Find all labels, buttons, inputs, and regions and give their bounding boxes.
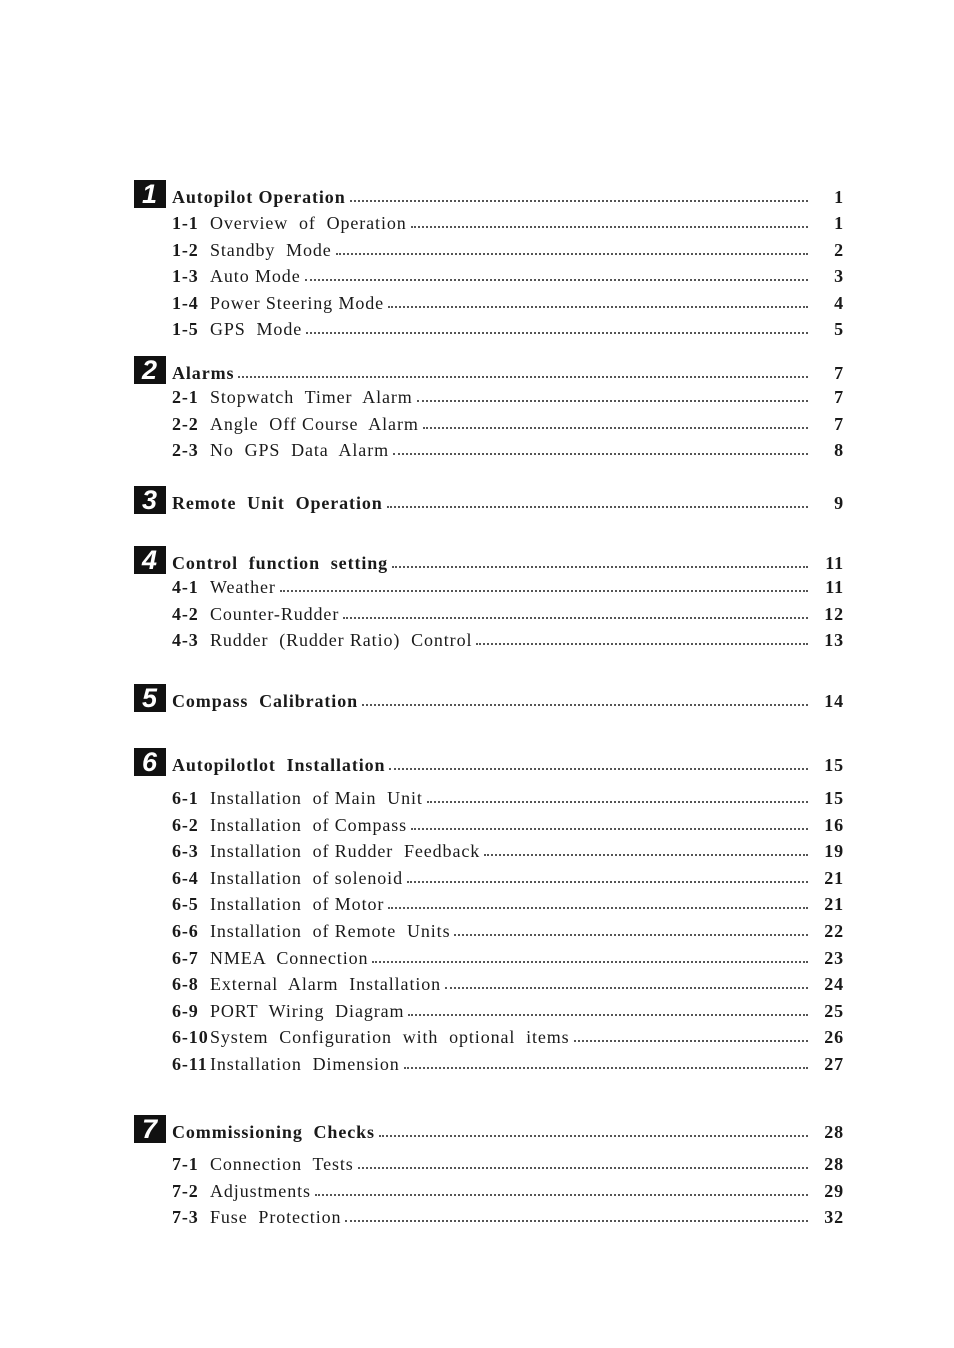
toc-entry[interactable] <box>134 996 844 1022</box>
page-number: 11 <box>825 577 844 597</box>
entry-label: Adjustments <box>210 1180 311 1201</box>
entry-number: 1-2 <box>172 239 199 260</box>
dot-leader <box>238 376 808 378</box>
dot-leader <box>315 1194 808 1196</box>
section-number-badge: 4 <box>134 546 166 574</box>
dot-leader <box>305 279 808 281</box>
entry-label: Auto Mode <box>210 266 301 286</box>
entry-number: 6-2 <box>172 814 199 835</box>
toc-entry[interactable] <box>134 1176 844 1202</box>
dot-leader <box>372 961 808 963</box>
dot-leader <box>336 253 808 255</box>
toc-section-1[interactable] <box>134 178 844 208</box>
toc-entry[interactable] <box>134 1049 844 1075</box>
dot-leader <box>417 400 808 402</box>
entry-label: Power Steering Mode <box>210 292 385 313</box>
toc-entry[interactable] <box>134 409 844 435</box>
entry-label: Installation of Motor <box>210 894 385 915</box>
entry-number: 6-4 <box>172 867 199 888</box>
section-title: Autopilot Operation <box>172 187 346 207</box>
toc-entry[interactable] <box>134 599 844 625</box>
dot-leader <box>379 1135 808 1137</box>
toc-section-6[interactable] <box>134 746 844 776</box>
entry-label: System Configuration with optional items <box>210 1027 570 1048</box>
entry-number: 6-3 <box>172 841 199 862</box>
entry-label: No GPS Data Alarm <box>210 440 389 460</box>
entry-label: Installation of Rudder Feedback <box>210 841 481 862</box>
dot-leader <box>387 506 808 508</box>
entry-label: Installation Dimension <box>210 1054 400 1074</box>
page-number: 9 <box>834 493 844 513</box>
section-title: Compass Calibration <box>172 691 359 711</box>
page-number: 7 <box>834 413 844 434</box>
toc-entry[interactable] <box>134 1149 844 1175</box>
section-title: Commissioning Checks <box>172 1122 375 1142</box>
toc-entry[interactable] <box>134 836 844 862</box>
toc-entry[interactable] <box>134 969 844 995</box>
toc-section-7[interactable] <box>134 1113 844 1143</box>
page-number: 26 <box>824 1027 844 1048</box>
page-number: 1 <box>834 187 844 207</box>
page-number: 14 <box>824 691 844 711</box>
entry-label: Angle Off Course Alarm <box>210 413 419 434</box>
entry-label: Installation of Compass <box>210 814 408 835</box>
entry-number: 6-5 <box>172 894 199 915</box>
entry-label: Weather <box>210 577 276 597</box>
page-number: 2 <box>834 239 844 260</box>
page-number: 12 <box>824 603 844 624</box>
section-title: Control function setting <box>172 553 389 573</box>
entry-number: 1-3 <box>172 266 199 286</box>
entry-label: Stopwatch Timer Alarm <box>210 387 413 407</box>
entry-label: Rudder (Rudder Ratio) Control <box>210 630 473 650</box>
page-number: 28 <box>824 1154 844 1174</box>
dot-leader <box>388 306 808 308</box>
entry-label: Installation of solenoid <box>210 867 403 888</box>
toc-entry[interactable] <box>134 863 844 889</box>
section-number-badge: 3 <box>134 486 166 514</box>
toc-entry[interactable] <box>134 208 844 234</box>
page-number: 32 <box>824 1207 844 1227</box>
dot-leader <box>345 1220 808 1222</box>
page-number: 7 <box>834 387 844 407</box>
page-number: 22 <box>824 921 844 941</box>
entry-number: 1-5 <box>172 319 199 339</box>
entry-label: External Alarm Installation <box>210 974 442 995</box>
entry-label: Counter-Rudder <box>210 603 340 624</box>
section-number-badge: 2 <box>134 356 166 384</box>
dot-leader <box>358 1167 808 1169</box>
entry-number: 7-1 <box>172 1154 199 1174</box>
section-number-badge: 7 <box>134 1115 166 1143</box>
toc-entry[interactable] <box>134 810 844 836</box>
page-number: 7 <box>834 363 844 383</box>
toc-section-3[interactable] <box>134 484 844 514</box>
page-number: 29 <box>824 1180 844 1201</box>
page-number: 21 <box>824 894 844 915</box>
toc-entry[interactable] <box>134 382 844 408</box>
entry-label: Connection Tests <box>210 1154 354 1174</box>
entry-number: 1-1 <box>172 213 199 233</box>
page-number: 15 <box>824 788 844 808</box>
entry-number: 4-1 <box>172 577 199 597</box>
dot-leader <box>454 934 808 936</box>
entry-number: 4-2 <box>172 603 199 624</box>
dot-leader <box>423 427 808 429</box>
dot-leader <box>476 643 808 645</box>
entry-number: 7-2 <box>172 1180 199 1201</box>
dot-leader <box>280 590 808 592</box>
entry-number: 2-3 <box>172 440 199 460</box>
page-number: 23 <box>824 947 844 968</box>
dot-leader <box>574 1040 808 1042</box>
dot-leader <box>306 332 808 334</box>
dot-leader <box>362 704 808 706</box>
entry-number: 6-10 <box>172 1027 209 1048</box>
section-title: Alarms <box>172 363 235 383</box>
toc-entry[interactable] <box>134 261 844 287</box>
entry-number: 1-4 <box>172 292 199 313</box>
section-number-badge: 5 <box>134 684 166 712</box>
toc-entry[interactable] <box>134 572 844 598</box>
page-number: 11 <box>825 553 844 573</box>
toc-entry[interactable] <box>134 916 844 942</box>
page-number: 13 <box>824 630 844 650</box>
page-number: 8 <box>834 440 844 460</box>
dot-leader <box>427 801 808 803</box>
entry-label: Overview of Operation <box>210 213 407 233</box>
entry-label: PORT Wiring Diagram <box>210 1000 405 1021</box>
page-number: 4 <box>834 292 844 313</box>
toc-section-4[interactable] <box>134 544 844 574</box>
entry-label: Fuse Protection <box>210 1207 342 1227</box>
page-number: 16 <box>824 814 844 835</box>
toc-section-2[interactable] <box>134 354 844 384</box>
entry-number: 6-9 <box>172 1000 199 1021</box>
page-number: 3 <box>834 266 844 286</box>
dot-leader <box>393 453 808 455</box>
entry-label: Installation of Main Unit <box>210 788 423 808</box>
entry-number: 2-2 <box>172 413 199 434</box>
entry-label: Standby Mode <box>210 239 332 260</box>
toc-entry[interactable] <box>134 943 844 969</box>
toc-entry[interactable] <box>134 1202 844 1228</box>
dot-leader <box>445 987 808 989</box>
toc-entry[interactable] <box>134 314 844 340</box>
entry-number: 6-6 <box>172 921 199 941</box>
page-number: 5 <box>834 319 844 339</box>
page-number: 15 <box>824 755 844 775</box>
entry-number: 6-7 <box>172 947 199 968</box>
toc-entry[interactable] <box>134 783 844 809</box>
section-title: Autopilotlot Installation <box>172 755 386 775</box>
page-number: 1 <box>834 213 844 233</box>
dot-leader <box>388 907 808 909</box>
entry-number: 6-8 <box>172 974 199 995</box>
entry-label: NMEA Connection <box>210 947 369 968</box>
dot-leader <box>404 1067 808 1069</box>
page-number: 19 <box>824 841 844 862</box>
dot-leader <box>392 566 808 568</box>
entry-number: 7-3 <box>172 1207 199 1227</box>
dot-leader <box>389 768 808 770</box>
toc-entry[interactable] <box>134 435 844 461</box>
toc-entry[interactable] <box>134 889 844 915</box>
toc-entry[interactable] <box>134 288 844 314</box>
toc-entry[interactable] <box>134 1022 844 1048</box>
entry-number: 2-1 <box>172 387 199 407</box>
entry-label: Installation of Remote Units <box>210 921 451 941</box>
dot-leader <box>411 226 808 228</box>
entry-number: 6-1 <box>172 788 199 808</box>
section-number-badge: 6 <box>134 748 166 776</box>
toc-entry[interactable] <box>134 235 844 261</box>
dot-leader <box>407 881 808 883</box>
page-number: 24 <box>824 974 844 995</box>
toc-entry[interactable] <box>134 625 844 651</box>
toc-section-5[interactable] <box>134 682 844 712</box>
page-number: 25 <box>824 1000 844 1021</box>
entry-label: GPS Mode <box>210 319 303 339</box>
page-number: 21 <box>824 867 844 888</box>
dot-leader <box>408 1014 808 1016</box>
dot-leader <box>411 828 808 830</box>
dot-leader <box>350 200 808 202</box>
page-number: 27 <box>824 1054 844 1074</box>
section-title: Remote Unit Operation <box>172 493 383 513</box>
entry-number: 6-11 <box>172 1054 208 1074</box>
page-number: 28 <box>824 1122 844 1142</box>
dot-leader <box>343 617 808 619</box>
dot-leader <box>484 854 808 856</box>
entry-number: 4-3 <box>172 630 199 650</box>
section-number-badge: 1 <box>134 180 166 208</box>
